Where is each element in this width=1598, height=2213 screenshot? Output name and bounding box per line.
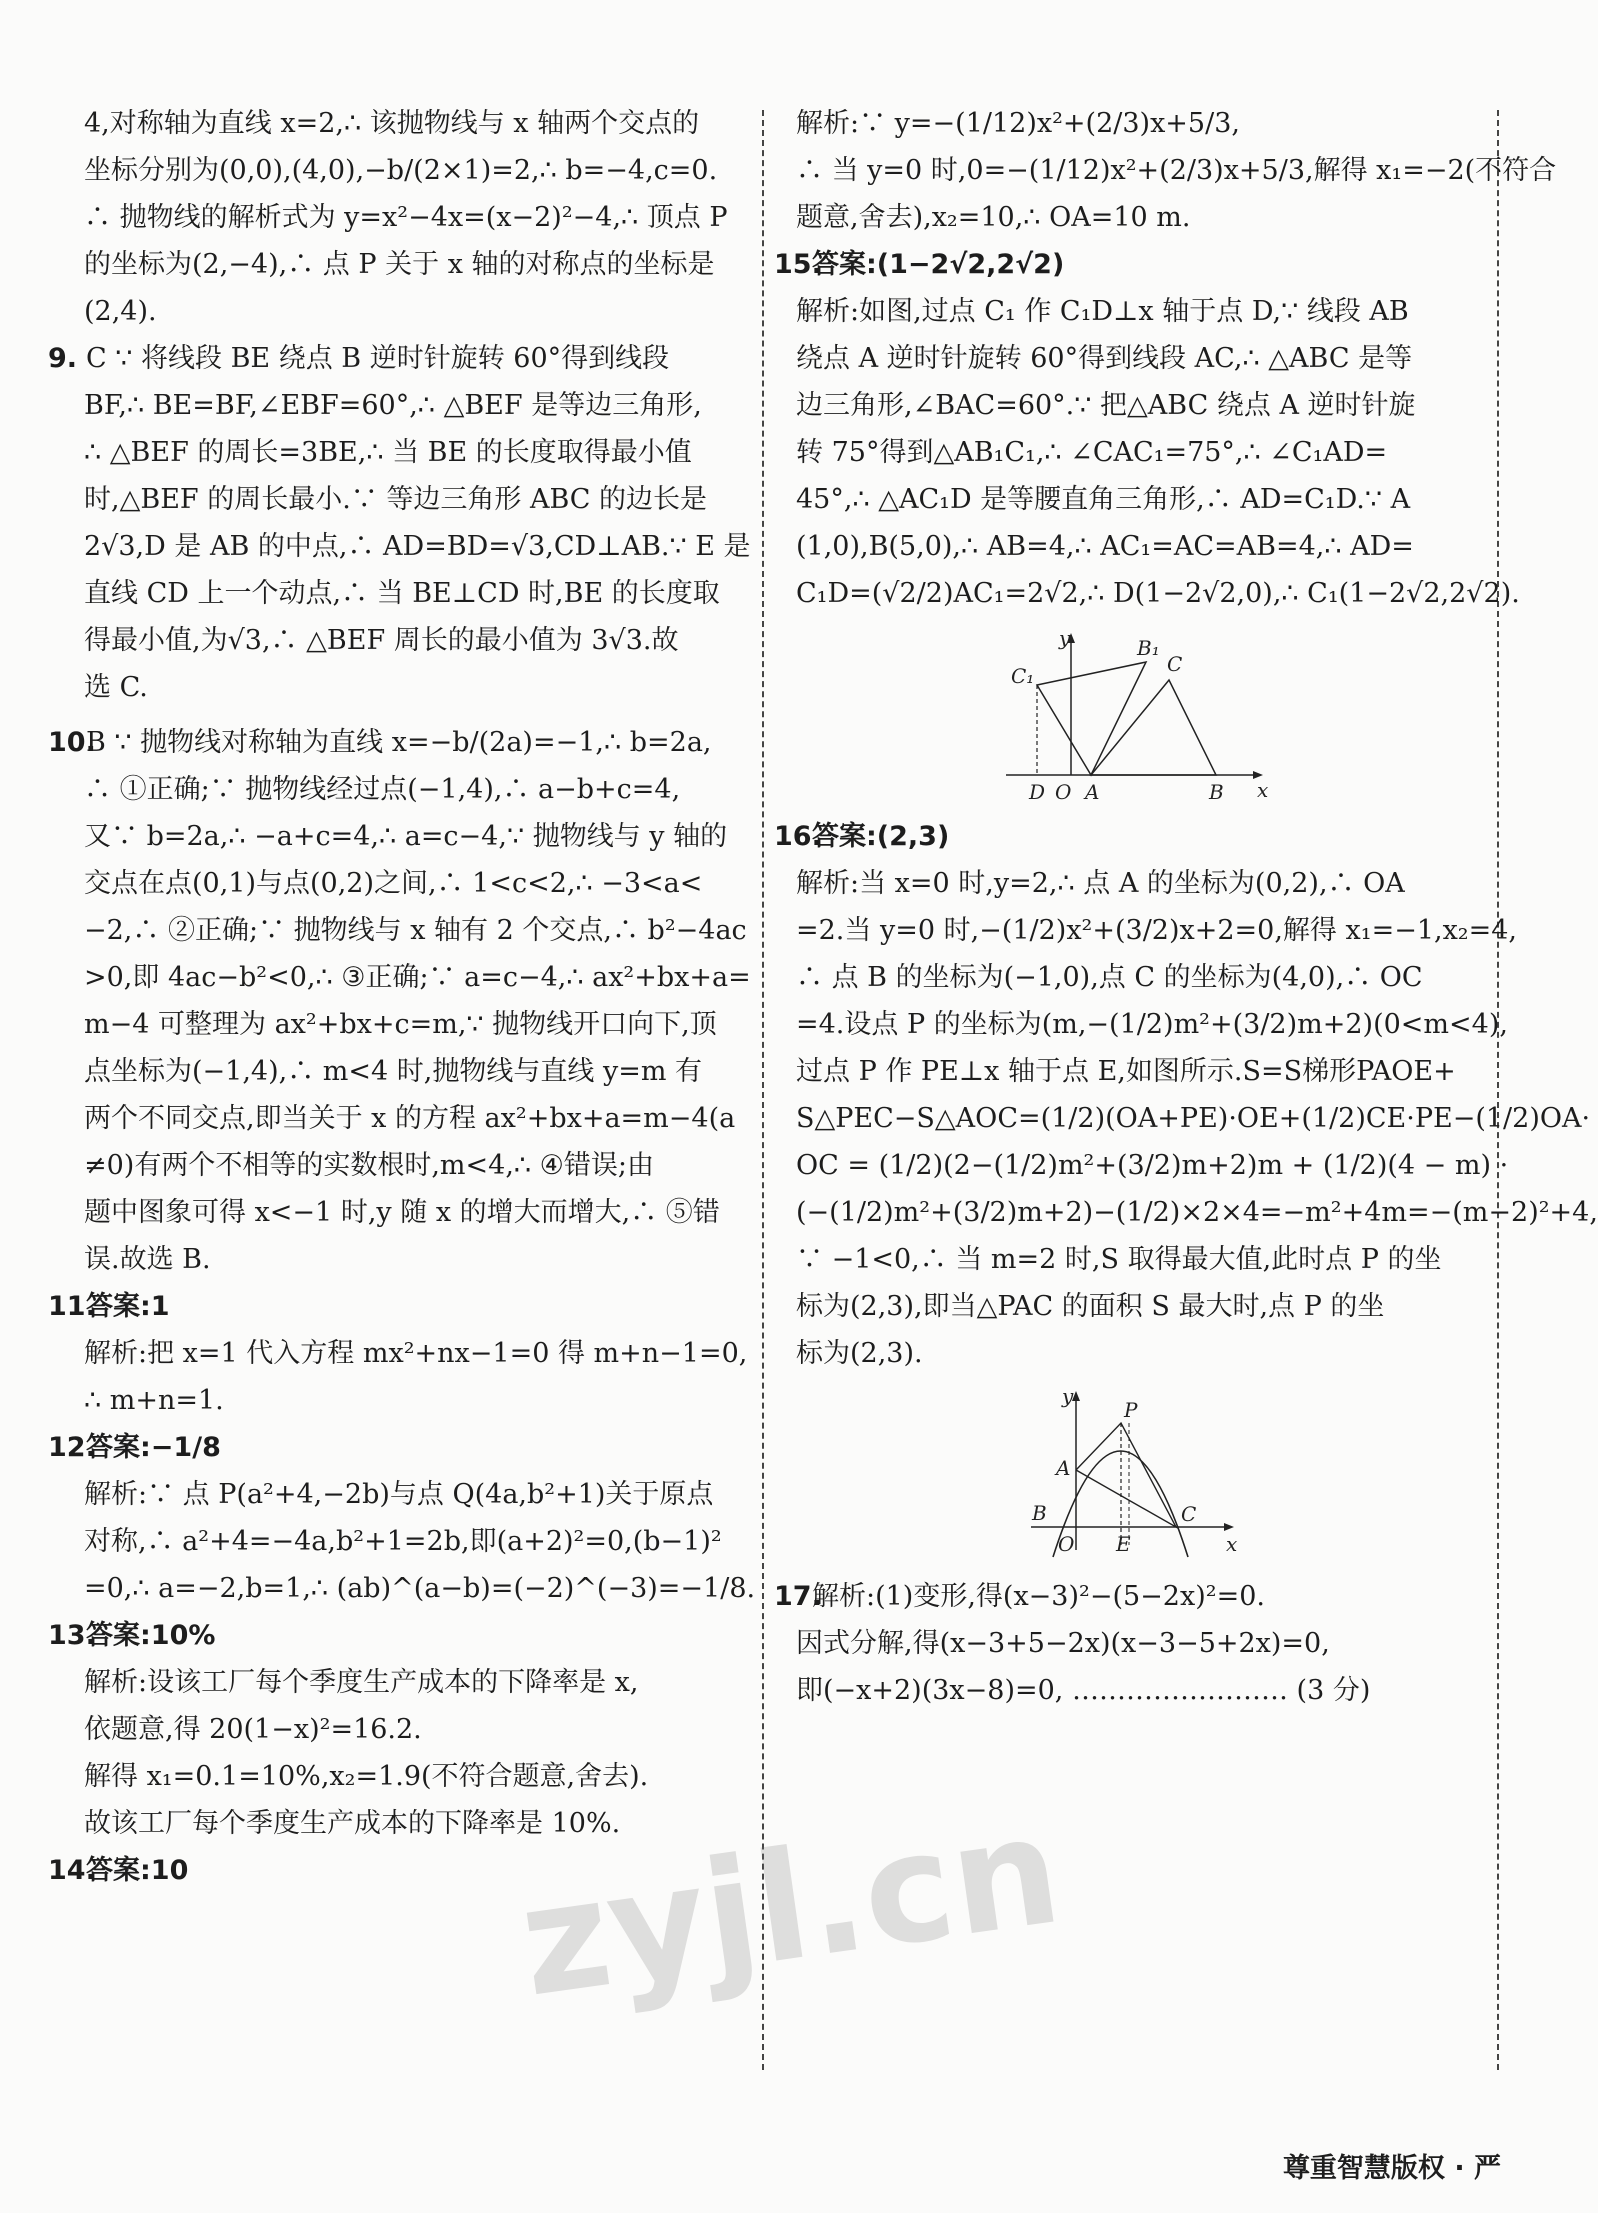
label-a: A — [1056, 1456, 1071, 1480]
question-14-analysis — [796, 100, 1557, 241]
text-line: 转 75°得到△AB₁C₁,∴ ∠CAC₁=75°,∴ ∠C₁AD= — [796, 437, 1388, 468]
watermark: zyjl.cn — [510, 1783, 1071, 2031]
figure-parabola — [1026, 1385, 1256, 1565]
text-line: 标为(2,3),即当△PAC 的面积 S 最大时,点 P 的坐 — [796, 1291, 1385, 1322]
text-line: ≠0)有两个不相等的实数根时,m<4,∴ ④错误;由 — [84, 1150, 654, 1181]
text-line: 故该工厂每个季度生产成本的下降率是 10%. — [84, 1808, 621, 1839]
question-number: 11. — [48, 1291, 96, 1322]
answer-label: 答案:10 — [86, 1855, 189, 1886]
text-line: 时,△BEF 的周长最小.∵ 等边三角形 ABC 的边长是 — [84, 484, 708, 515]
text-line: =2.当 y=0 时,−(1/2)x²+(3/2)x+2=0,解得 x₁=−1,x₂=4, — [796, 915, 1518, 946]
text-line: B ∵ 抛物线对称轴为直线 x=−b/(2a)=−1,∴ b=2a, — [86, 727, 712, 758]
text-line: 题中图象可得 x<−1 时,y 随 x 的增大而增大,∴ ⑤错 — [84, 1197, 720, 1228]
right-column — [774, 100, 1598, 1714]
text-line: 点坐标为(−1,4),∴ m<4 时,抛物线与直线 y=m 有 — [84, 1056, 703, 1087]
text-line: ∴ △BEF 的周长=3BE,∴ 当 BE 的长度取得最小值 — [84, 437, 692, 468]
label-e: E — [1116, 1532, 1131, 1556]
text-line: 坐标分别为(0,0),(4,0),−b/(2×1)=2,∴ b=−4,c=0. — [84, 155, 718, 186]
question-number: 13. — [48, 1620, 96, 1651]
text-line: 解析:设该工厂每个季度生产成本的下降率是 x, — [84, 1667, 639, 1698]
text-line: 解析:∵ y=−(1/12)x²+(2/3)x+5/3, — [796, 108, 1240, 139]
text-line: ∴ 当 y=0 时,0=−(1/12)x²+(2/3)x+5/3,解得 x₁=−2(不符合 — [796, 155, 1557, 186]
label-y: y — [1062, 1384, 1074, 1408]
question-12 — [48, 1424, 756, 1612]
question-number: 16. — [774, 821, 822, 852]
question-16 — [774, 813, 1598, 1565]
question-number: 10. — [48, 727, 96, 758]
question-number: 9. — [48, 343, 78, 374]
text-line: 题意,舍去),x₂=10,∴ OA=10 m. — [796, 202, 1191, 233]
text-line: 2√3,D 是 AB 的中点,∴ AD=BD=√3,CD⊥AB.∵ E 是 — [84, 531, 751, 562]
text-line: ∴ ①正确;∵ 抛物线经过点(−1,4),∴ a−b+c=4, — [84, 774, 681, 805]
label-x: x — [1226, 1532, 1238, 1556]
block1 — [48, 100, 748, 335]
text-line: 因式分解,得(x−3+5−2x)(x−3−5+2x)=0, — [796, 1628, 1330, 1659]
label-b: B — [1209, 780, 1224, 804]
text-line: 解析:如图,过点 C₁ 作 C₁D⊥x 轴于点 D,∵ 线段 AB — [796, 296, 1409, 327]
text-line: 解得 x₁=0.1=10%,x₂=1.9(不符合题意,舍去). — [84, 1761, 649, 1792]
text-line: S△PEC−S△AOC=(1/2)(OA+PE)·OE+(1/2)CE·PE−(1/2)OA· — [796, 1103, 1591, 1134]
label-d: D — [1029, 780, 1046, 804]
question-number: 15. — [774, 249, 822, 280]
question-14 — [48, 1847, 748, 1894]
question-13 — [48, 1612, 748, 1847]
text-line: >0,即 4ac−b²<0,∴ ③正确;∵ a=c−4,∴ ax²+bx+a= — [84, 962, 751, 993]
text-line: 解析:∵ 点 P(a²+4,−2b)与点 Q(4a,b²+1)关于原点 — [84, 1479, 714, 1510]
page-footer: 尊重智慧版权 · 严 — [1282, 2153, 1501, 2184]
answer-label: 答案:(2,3) — [812, 821, 950, 852]
text-line: 依题意,得 20(1−x)²=16.2. — [84, 1714, 422, 1745]
text-line: 的坐标为(2,−4),∴ 点 P 关于 x 轴的对称点的坐标是 — [84, 249, 715, 280]
text-line: 解析:(1)变形,得(x−3)²−(5−2x)²=0. — [812, 1581, 1265, 1612]
text-line: (1,0),B(5,0),∴ AB=4,∴ AC₁=AC=AB=4,∴ AD= — [796, 531, 1414, 562]
text-line: 绕点 A 逆时针旋转 60°得到线段 AC,∴ △ABC 是等 — [796, 343, 1413, 374]
label-o: O — [1058, 1532, 1075, 1556]
label-b: B — [1032, 1501, 1047, 1525]
label-a: A — [1085, 780, 1100, 804]
left-column — [48, 100, 756, 1894]
answer-label: 答案:10% — [86, 1620, 216, 1651]
text-line: 两个不同交点,即当关于 x 的方程 ax²+bx+a=m−4(a — [84, 1103, 736, 1134]
answer-label: 答案:(1−2√2,2√2) — [812, 249, 1065, 280]
text-line: 直线 CD 上一个动点,∴ 当 BE⊥CD 时,BE 的长度取 — [84, 578, 720, 609]
column-divider — [762, 110, 764, 2070]
question-number: 14. — [48, 1855, 96, 1886]
label-p: P — [1124, 1398, 1138, 1422]
text-line: 标为(2,3). — [796, 1338, 923, 1369]
text-line: 45°,∴ △AC₁D 是等腰直角三角形,∴ AD=C₁D.∵ A — [796, 484, 1411, 515]
label-b1: B₁ — [1137, 636, 1160, 660]
text-line: 边三角形,∠BAC=60°.∵ 把△ABC 绕点 A 逆时针旋 — [796, 390, 1416, 421]
x-axis-arrow — [1224, 1523, 1234, 1531]
text-line: C₁D=(√2/2)AC₁=2√2,∴ D(1−2√2,0),∴ C₁(1−2√2,2√2). — [796, 578, 1520, 609]
text-line: 交点在点(0,1)与点(0,2)之间,∴ 1<c<2,∴ −3<a< — [84, 868, 703, 899]
question-17 — [774, 1573, 1486, 1714]
question-9 — [48, 335, 751, 711]
triangle-pac — [1076, 1423, 1176, 1527]
right-edge-divider — [1497, 110, 1499, 2070]
text-line: −2,∴ ②正确;∵ 抛物线与 x 轴有 2 个交点,∴ b²−4ac — [84, 915, 747, 946]
text-line: 4,对称轴为直线 x=2,∴ 该抛物线与 x 轴两个交点的 — [84, 108, 700, 139]
text-line: BF,∴ BE=BF,∠EBF=60°,∴ △BEF 是等边三角形, — [84, 390, 702, 421]
answer-label: 答案:−1/8 — [86, 1432, 221, 1463]
question-10 — [48, 719, 751, 1283]
text-line: (2,4). — [84, 296, 157, 327]
triangle-ab1c1 — [1037, 662, 1146, 775]
label-y: y — [1059, 626, 1071, 650]
text-line: 过点 P 作 PE⊥x 轴于点 E,如图所示.S=S梯形PAOE+ — [796, 1056, 1456, 1087]
text-line: ∵ −1<0,∴ 当 m=2 时,S 取得最大值,此时点 P 的坐 — [796, 1244, 1442, 1275]
label-c: C — [1181, 1502, 1197, 1526]
text-line: 即(−x+2)(3x−8)=0, …………………… (3 分) — [796, 1675, 1371, 1706]
text-line: 选 C. — [84, 672, 148, 703]
label-o: O — [1055, 780, 1072, 804]
text-line: 又∵ b=2a,∴ −a+c=4,∴ a=c−4,∵ 抛物线与 y 轴的 — [84, 821, 728, 852]
text-line: ∴ m+n=1. — [84, 1385, 224, 1416]
text-line: OC = (1/2)(2−(1/2)m²+(3/2)m+2)m + (1/2)(4 − m) · — [796, 1150, 1509, 1181]
text-line: 得最小值,为√3,∴ △BEF 周长的最小值为 3√3.故 — [84, 625, 679, 656]
text-line: C ∵ 将线段 BE 绕点 B 逆时针旋转 60°得到线段 — [86, 343, 670, 374]
label-c: C — [1167, 652, 1183, 676]
triangle-abc — [1091, 680, 1216, 775]
question-15 — [774, 241, 1520, 805]
label-c1: C₁ — [1011, 664, 1035, 688]
text-line: =4.设点 P 的坐标为(m,−(1/2)m²+(3/2)m+2)(0<m<4), — [796, 1009, 1508, 1040]
text-line: =0,∴ a=−2,b=1,∴ (ab)^(a−b)=(−2)^(−3)=−1/8. — [84, 1573, 756, 1604]
text-line: m−4 可整理为 ax²+bx+c=m,∵ 抛物线开口向下,顶 — [84, 1009, 717, 1040]
text-line: 误.故选 B. — [84, 1244, 211, 1275]
question-11 — [48, 1283, 748, 1424]
figure-rotation-triangles — [1001, 625, 1281, 805]
text-line: 对称,∴ a²+4=−4a,b²+1=2b,即(a+2)²=0,(b−1)² — [84, 1526, 722, 1557]
question-number: 17. — [774, 1581, 822, 1612]
label-x: x — [1257, 778, 1269, 802]
text-line: 解析:当 x=0 时,y=2,∴ 点 A 的坐标为(0,2),∴ OA — [796, 868, 1405, 899]
text-line: 解析:把 x=1 代入方程 mx²+nx−1=0 得 m+n−1=0, — [84, 1338, 748, 1369]
answer-label: 答案:1 — [86, 1291, 170, 1322]
question-number: 12. — [48, 1432, 96, 1463]
text-line: ∴ 点 B 的坐标为(−1,0),点 C 的坐标为(4,0),∴ OC — [796, 962, 1423, 993]
text-line: (−(1/2)m²+(3/2)m+2)−(1/2)×2×4=−m²+4m=−(m−2)²+4, — [796, 1197, 1598, 1228]
text-line: ∴ 抛物线的解析式为 y=x²−4x=(x−2)²−4,∴ 顶点 P — [84, 202, 728, 233]
